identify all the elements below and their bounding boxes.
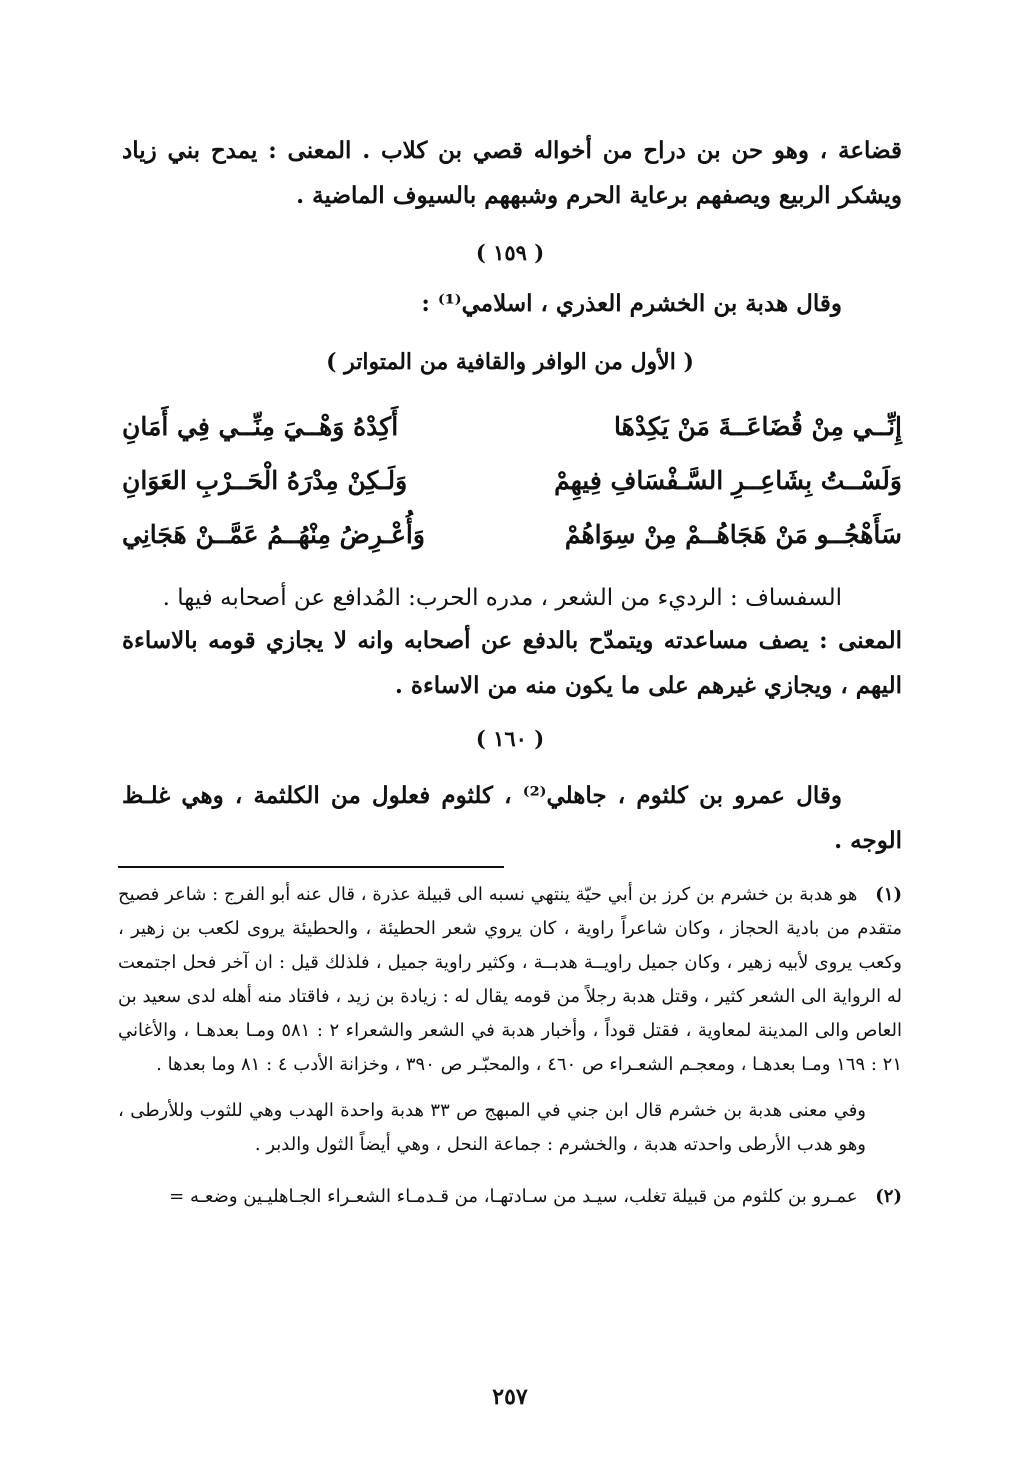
verse-3-first-hemistich: سَأَهْجُــو مَنْ هَجَاهُــمْ مِنْ سِوَاهُمْ: [564, 520, 902, 549]
poem-159-meaning: المعنى : يصف مساعدته ويتمدّح بالدفع عن أصحابه وانه لا يجازي قومه بالاساءة اليهم ، ويجازي غيرهم على ما يكون منه من الاساءة .: [122, 627, 902, 699]
footnotes: [118, 878, 902, 1214]
poem-159-gloss: السفساف : الرديء من الشعر ، مدره الحرب: المُدافع عن أصحابه فيها .: [162, 585, 842, 611]
footnote-separator: [118, 866, 504, 868]
poem-number-160: ( ١٦٠ ): [475, 726, 545, 751]
page-number: ٢٥٧: [492, 1384, 528, 1410]
poem-number-159: ( ١٥٩ ): [475, 240, 545, 265]
verse-3-second-hemistich: وَأُعْـرِضُ مِنْهُــمُ عَمَّــنْ هَجَانِي: [122, 520, 425, 549]
poem-159-meter: ( الأول من الوافر والقافية من المتواتر ): [326, 349, 694, 375]
footnote-1-text: هو هدبة بن خشرم بن كرز بن أبي حيّة ينتهي نسبه الى قبيلة عذرة ، قال عنه أبو الفرج : شاعر فصيح متقدم من بادية الحجاز ، وكان شاعراً راوية ، كان يروي شعر الحطيئة ، والحطيئة يروى لكعب بن زهير ، وكعب يروى لأبيه زهير ، وكان جميل راويــة هدبــة ، وكثير راوية جميل ، فلذلك قيل : ان آخر فحل اجتمعت له الرواية الى الشعر كثير ، وقتل هدبة رجلاً من قومه يقال له : زيادة بن زيد ، فاقتاد منه أهله لدى سعيد بن العاص والى المدينة لمعاوية ، فقتل قوداً ، وأخبار هدبة في الشعر والشعراء ٢ : ٥٨١ ومـا بعدهـا ، والأغاني ٢١ : ١٦٩ ومـا بعدهـا ، ومعجـم الشعـراء ص ٤٦٠ ، والمحبّـر ص ٣٩٠ ، وخزانة الأدب ٤ : ٨١ وما بعدها .: [118, 884, 902, 1075]
verse-2-first-hemistich: وَلَسْــتُ بِشَاعِــرِ السَّـفْسَافِ فِيهِمْ: [554, 466, 902, 495]
intro-paragraph: قضاعة ، وهو حن بن دراح من أخواله قصي بن كلاب . المعنى : يمدح بني زياد ويشكر الربيع ويصفهم برعاية الحرم وشبههم بالسيوف الماضية .: [122, 137, 902, 209]
verse-1-second-hemistich: أَكِدْهُ وَهْــيَ مِنِّــي فِي أَمَانِ: [122, 412, 399, 441]
poem-159-attribution: وقال هدبة بن الخشرم العذري ، اسلامي⁽¹⁾ :: [421, 290, 842, 317]
footnote-2-marker: (٢): [875, 1186, 902, 1207]
footnote-1-marker: (١): [875, 884, 902, 905]
footnote-1-continuation: وفي معنى هدبة بن خشرم قال ابن جني في المبهج ص ٣٣ هدبة واحدة الهدب وهي للثوب وللأرطى ، وهو هدب الأرطى واحدته هدبة ، والخشرم : جماعة النحل ، وهي أيضاً الثول والدبر .: [118, 1100, 866, 1155]
verse-1-first-hemistich: إِنِّــي مِنْ قُضَاعَــةَ مَنْ يَكِدْهَا: [614, 412, 902, 441]
poem-160-attribution: وقال عمرو بن كلثوم ، جاهلي⁽²⁾ ، كلثوم فعلول من الكلثمة ، وهي غلـظ الوجه .: [122, 782, 902, 854]
verse-2: [122, 466, 902, 522]
verse-2-second-hemistich: وَلَـكِنْ مِدْرَهُ الْحَــرْبِ العَوَانِ: [122, 466, 408, 495]
verse-1: [122, 412, 902, 468]
footnote-2-text: عمـرو بن كلثوم من قبيلة تغلب، سيـد من سـادتهـا، من قـدمـاء الشعـراء الجـاهليـين وضعـه =: [169, 1186, 858, 1207]
footnote-2: [118, 1180, 902, 1214]
verse-3: [122, 520, 902, 576]
footnote-1: [118, 878, 902, 1082]
